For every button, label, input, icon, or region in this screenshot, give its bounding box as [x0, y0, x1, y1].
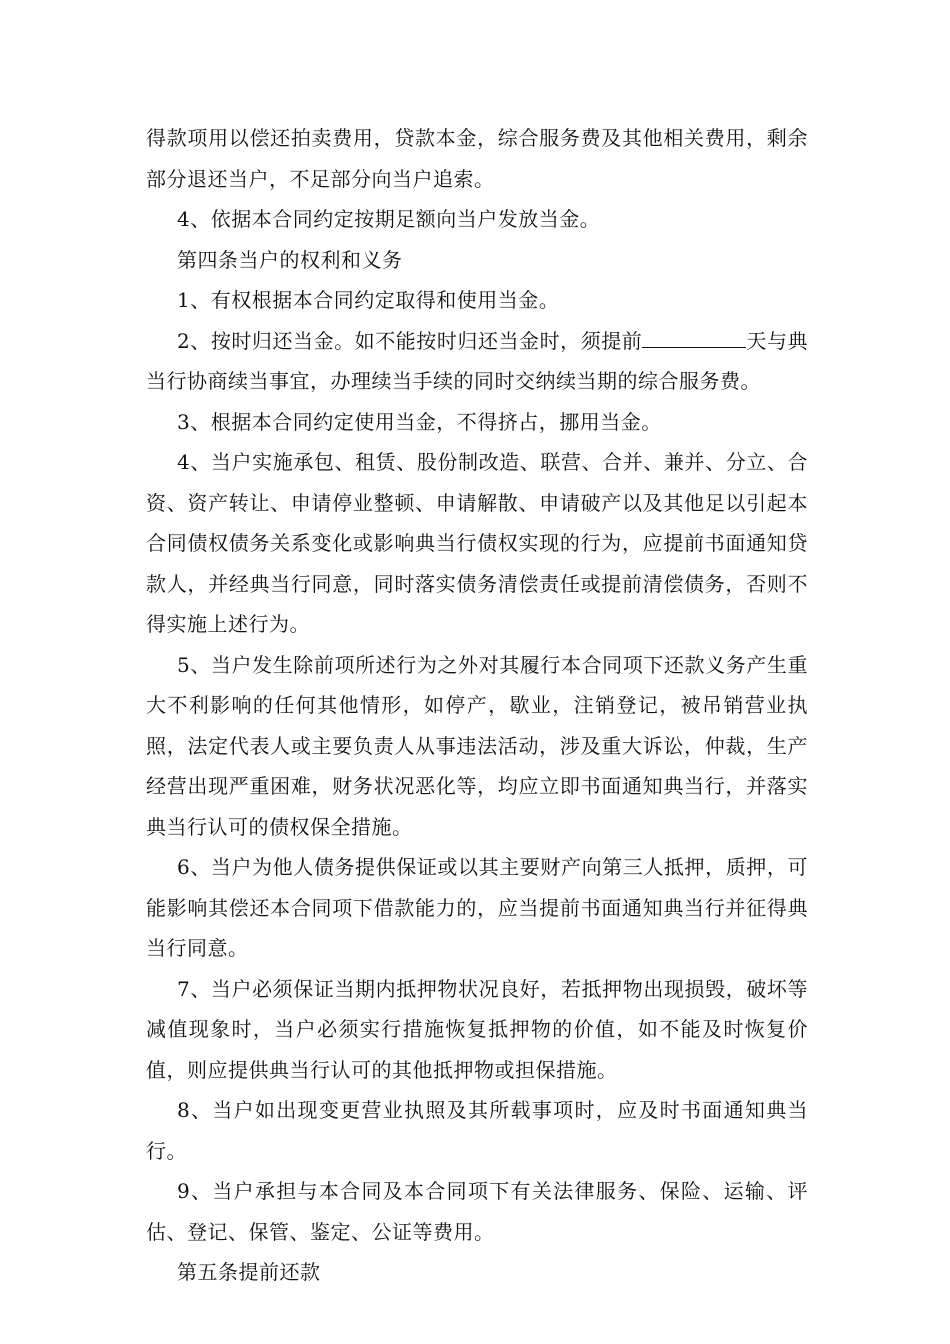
- paragraph-item-1: 1、有权根据本合同约定取得和使用当金。: [177, 288, 560, 312]
- document-page: [146, 118, 808, 1293]
- paragraph-item-3: 3、根据本合同约定使用当金，不得挤占，挪用当金。: [177, 409, 662, 434]
- paragraph-item-4b: 4、当户实施承包、租赁、股份制改造、联营、合并、兼并、分立、合资、资产转让、申请停业整顿、申请解散、申请破产以及其他足以引起本合同债权债务关系变化或影响典当行债权实现的行为，应提前书面通知贷款人，并经典当行同意，同时落实债务清偿责任或提前清偿债务，否则不得实施上述行为。: [146, 450, 808, 636]
- paragraph-item-9: 9、当户承担与本合同及本合同项下有关法律服务、保险、运输、评估、登记、保管、鉴定、公证等费用。: [146, 1179, 808, 1244]
- paragraph-item-2-before: 2、按时归还当金。如不能按时归还当金时，须提前: [177, 328, 643, 353]
- paragraph-item-2-after: 天与典当行协商续当事宜，办理续当手续的同时交纳续当期的综合服务费。: [146, 328, 809, 393]
- section-heading-article-5: 第五条提前还款: [177, 1260, 321, 1284]
- paragraph-item-5: 5、当户发生除前项所述行为之外对其履行本合同项下还款义务产生重大不利影响的任何其他情形，如停产，歇业，注销登记，被吊销营业执照，法定代表人或主要负责人从事违法活动，涉及重大诉讼，仲裁，生产经营出现严重困难，财务状况恶化等，均应立即书面通知典当行，并落实典当行认可的债权保全措施。: [146, 652, 808, 839]
- paragraph-item-8: 8、当户如出现变更营业执照及其所载事项时，应及时书面通知典当行。: [146, 1098, 808, 1163]
- paragraph-item-6: 6、当户为他人债务提供保证或以其主要财产向第三人抵押，质押，可能影响其偿还本合同项下借款能力的，应当提前书面通知典当行并征得典当行同意。: [146, 855, 808, 960]
- paragraph-item-4: 4、依据本合同约定按期足额向当户发放当金。: [177, 207, 601, 231]
- paragraph-item-2: [146, 321, 808, 402]
- paragraph-item-7: 7、当户必须保证当期内抵押物状况良好，若抵押物出现损毁，破坏等减值现象时，当户必须实行措施恢复抵押物的价值，如不能及时恢复价值，则应提供典当行认可的其他抵押物或担保措施。: [146, 976, 808, 1082]
- fill-in-blank-days[interactable]: [642, 321, 746, 348]
- paragraph-continuation: 得款项用以偿还拍卖费用，贷款本金，综合服务费及其他相关费用，剩余部分退还当户，不足部分向当户追索。: [146, 126, 808, 191]
- section-heading-article-4: 第四条当户的权利和义务: [177, 247, 403, 272]
